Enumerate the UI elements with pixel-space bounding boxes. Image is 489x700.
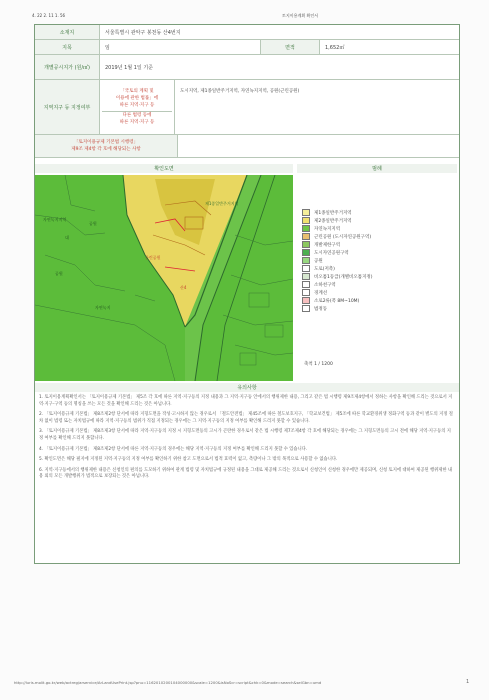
legend-swatch [302,257,310,264]
land-use-certificate [34,24,460,564]
regulation-row [35,135,459,158]
map-label-d: 공원 [89,221,97,226]
map-section-title: 확인도면 [35,164,293,173]
legend-swatch [302,289,310,296]
usage-sub-line-2: 이용에 관한 법률」에 [115,96,159,101]
category-row [35,40,459,55]
usage-sub-line-3: 따른 지역·지구 등 [119,103,155,108]
map-label-h: 공원 [55,271,63,276]
print-footer-url: http://luris.molit.go.kr/web/actreg/arservice/ArLandUsePrint.jsp?pnu=1162010200104000000&scale=1200&isNoScr=script&chk=0&mode=search&selGbn=umd [14,680,322,685]
legend-label: 비오톱1등급(개별비오톱지정) [314,274,373,280]
legend-title: 범례 [297,164,457,173]
usage-zone-value: 도시지역, 제1종일반주거지역, 자연녹지지역, 공원(근린공원) [180,89,300,94]
location-value: 서울특별시 관악구 봉천동 산4번지 [105,29,181,36]
legend-swatch [302,241,310,248]
note-paragraph: 6. 지역·지구등에서의 행위제한 내용은 신청인의 편의를 도모하기 위하여 관계 법령 및 자치법규에 규정된 내용을 그대로 제공해 드리는 것으로서 신청인이 신청한 경우에만 제공되며, 신청 토지에 대하여 제공된 행위제한 내용 외의 모든 개발행위가 법적으로 보장되는 것은 아닙니다. [39,467,453,480]
map-label-c: 근린공원 [145,255,161,260]
regulation-label [35,135,178,157]
map-label-b: 제1종일반주거지역 [205,201,239,206]
legend-label: 경계선 [314,290,328,296]
legend-swatch [302,217,310,224]
legend-item [302,217,352,224]
legend-label: 공원 [314,258,323,264]
legend-label: 개발제한구역 [314,242,341,248]
confirmation-map [35,175,293,381]
legend-label: 제1종일반주거지역 [314,210,352,216]
legend-swatch [302,273,310,280]
usage-sub2-line-1: 다른 법령 등에 [122,113,152,118]
legend-item [302,305,327,312]
note-paragraph: 5. 확인도면은 해당 필지에 지정된 지역·지구등의 지정 여부를 확인하기 위한 참고 도면으로서 법적 효력이 없고, 측량이나 그 밖의 목적으로 사용할 수 없습니다. [39,457,338,463]
area-label: 면적 [260,40,320,54]
map-label-f: 대 [65,235,69,240]
legend-swatch [302,249,310,256]
print-header [24,10,464,22]
legend-label: 제2종일반주거지역 [314,218,352,224]
legend-label: 근린공원 (도시자연공원구역) [314,234,372,240]
map-label-e: 산4 [180,285,187,290]
usage-sub2-line-2: 따른 지역·지구 등 [119,120,155,125]
notes-body [39,395,455,485]
location-label: 소재지 [35,25,100,39]
legend-label: 도시자연공원구역 [314,250,349,256]
legend-label: 소하천구역 [314,282,336,288]
legend-item [302,289,327,296]
legend-label: 소로2류(폭 8M~10M) [314,298,360,304]
legend-item [302,249,349,256]
note-paragraph: 3. 「토지이용규제 기본법」 제8조제3항 단서에 따라 지역·지구등의 지정 시 지형도면등의 고시가 곤란한 경우로서 같은 법 시행령 제7조제4항 각 호에 해당되는 경우에는 그 지형도면등의 고시 전에 해당 지역·지구등의 지정 여부를 확인해 드리지 못합니다. [39,429,451,441]
usage-sub-line-1: 「국토의 계획 및 [120,89,154,94]
note-paragraph: 4. 「토지이용규제 기본법」 제8조제2항 단서에 따른 지역·지구등의 경우에는 해당 지역·지구등의 지정 여부를 확인해 드리지 못할 수 있습니다. [39,446,308,452]
price-label: 개별공시지가 (원/㎡) [35,55,100,79]
legend-label: 도로(저촉) [314,266,335,272]
legend-swatch [302,281,310,288]
map-label-a: 자연녹지지역 [43,217,67,222]
map-legend [300,177,455,381]
legend-item [302,241,340,248]
map-scale: 축척 1 / 1200 [304,362,333,367]
category-label: 지목 [35,40,100,54]
area-value: 1,652㎡ [325,44,345,51]
note-paragraph: 2. 「토지이용규제 기본법」 제8조제2항 단서에 따라 지형도면을 작성·고시하지 않는 경우로서 「철도안전법」 제45조에 따른 철도보호지구, 「학교보건법」 제5조에 따른 학교환경위생 정화구역 등과 같이 별도의 지정 절차 없이 법령 또는 자치법규에 따라 지역·지구등의 범위가 직접 지정되는 경우에는 그 지역·지구등의 지정 여부를 확인해 드리지 못할 수 있습니다. [39,412,453,424]
legend-item [302,233,371,240]
notes-title: 유의사항 [35,383,459,392]
legend-item [302,281,336,288]
legend-label: 자연녹지지역 [314,226,341,232]
legend-item [302,209,352,216]
usage-label: 지역지구 등 지정여부 [35,80,100,134]
legend-item [302,265,335,272]
page-number: 1 [466,679,470,685]
legend-item [302,257,323,264]
regulation-label-line-1: 「토지이용규제 기본법 시행령」 [73,140,139,145]
category-value: 임 [105,44,110,51]
legend-swatch [302,305,310,312]
print-header-title: 토지이용계획 확인서 [282,13,319,18]
legend-swatch [302,265,310,272]
legend-swatch [302,297,310,304]
print-header-left: 4. 22 2. 11 1. 56 [32,13,66,18]
note-paragraph: 1. 토지이용계획확인서는 「토지이용규제 기본법」 제5조 각 호에 따른 지역·지구등의 지정 내용과 그 지역·지구등 안에서의 행위제한 내용, 그리고 같은 법 시행령 제9조제4항에서 정하는 사항을 확인해 드리는 것으로서 지역·지구·구역 등의 명칭을 쓰는 모든 것을 확인해 드리는 것은 아닙니다. [39,395,453,407]
legend-swatch [302,233,310,240]
usage-subcategory [100,80,175,134]
legend-swatch [302,209,310,216]
location-row [35,25,459,40]
legend-item [302,273,373,280]
legend-swatch [302,225,310,232]
map-drawing [35,175,293,381]
legend-item [302,225,340,232]
legend-item [302,297,359,304]
price-row [35,55,459,80]
regulation-label-line-2: 제9조 제4항 각 호에 해당되는 사항 [71,147,141,152]
usage-row [35,80,459,135]
legend-label: 법정동 [314,306,328,312]
map-label-g: 자연녹지 [95,305,111,310]
price-value: 2019년 1월 1일 기준 [105,64,154,71]
